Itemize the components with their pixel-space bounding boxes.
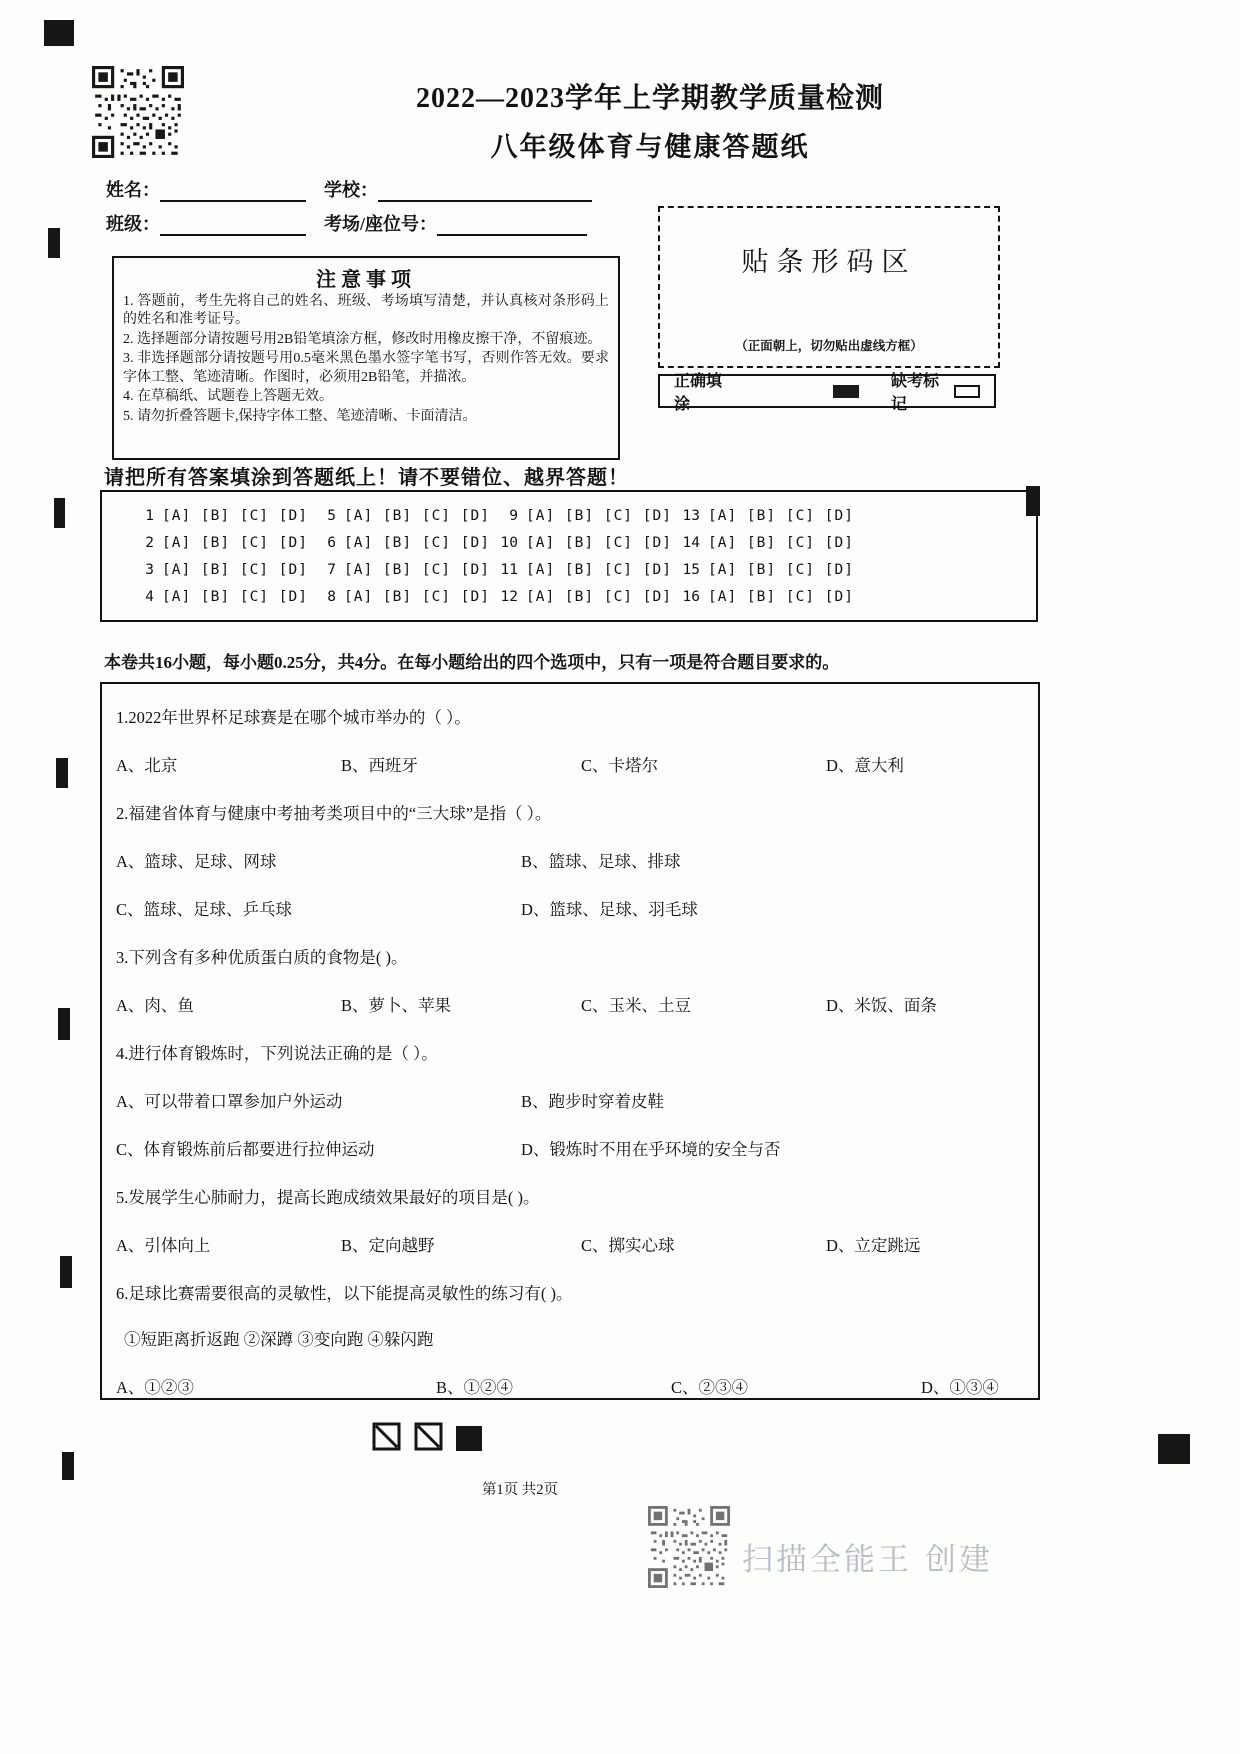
option-bubbles: [A] [B] [C] [D] [526,535,672,551]
question-number: 12 [500,589,518,605]
notice-item-3: 3. 非选择题部分请按题号用0.5毫米黑色墨水签字笔书写，否则作答无效。要求字体工整、笔迹清晰。作图时，必须用2B铅笔，并描浓。 [123,351,609,385]
bubble-cell-q1 [132,503,314,530]
question-1-stem: 1.2022年世界杯足球赛是在哪个城市举办的（ ）。 [116,708,471,727]
option-c: C、掷实心球 [581,1236,675,1255]
option-d: D、米饭、面条 [826,996,937,1015]
question-number: 9 [509,508,518,524]
class-blank-line [160,214,306,236]
question-number: 13 [682,508,700,524]
bubble-row-3 [132,557,1036,584]
question-number: 14 [682,535,700,551]
question-number: 4 [145,589,154,605]
bubble-cell-q10 [496,530,678,557]
bubble-row-4 [132,584,1036,611]
answer-bubble-grid [100,490,1038,622]
filled-square-mark [456,1426,482,1451]
question-4-options [116,1088,1024,1160]
bubble-cell-q7 [314,557,496,584]
scanner-watermark: 扫描全能王 创建 [742,1542,993,1578]
timing-mark-left-4 [58,1008,70,1040]
question-number: 3 [145,562,154,578]
option-d: D、篮球、足球、羽毛球 [521,900,698,919]
option-a: A、肉、鱼 [116,996,194,1015]
barcode-area-title: 贴条形码区 [741,247,917,277]
option-bubbles: [A] [B] [C] [D] [526,589,672,605]
crossed-square-icon [414,1422,443,1451]
corner-mark-bottom-right [1158,1434,1190,1464]
question-3-stem: 3.下列含有多种优质蛋白质的食物是( )。 [116,948,408,967]
section-instructions: 本卷共16小题，每小题0.25分，共4分。在每小题给出的四个选项中，只有一项是符合题目要求的。 [104,653,840,672]
seat-label: 考场/座位号： [324,214,438,234]
notice-box [112,256,620,460]
school-label: 学校： [324,180,378,200]
option-bubbles: [A] [B] [C] [D] [162,535,308,551]
timing-mark-left-5 [60,1256,72,1288]
option-d: D、①③④ [921,1378,999,1397]
notice-item-4: 4. 在草稿纸、试题卷上答题无效。 [123,389,333,405]
notice-item-5: 5. 请勿折叠答题卡,保持字体工整、笔迹清晰、卡面清洁。 [123,408,477,424]
option-b: B、定向越野 [341,1236,435,1255]
option-d: D、立定跳远 [826,1236,921,1255]
barcode-area-box [658,206,1000,368]
question-number: 10 [500,535,518,551]
bubble-cell-q11 [496,557,678,584]
option-c: C、篮球、足球、乒乓球 [116,900,293,919]
bubble-row-2 [132,530,1036,557]
option-b: B、萝卜、苹果 [341,996,452,1015]
option-bubbles: [A] [B] [C] [D] [708,562,854,578]
question-number: 5 [327,508,336,524]
question-number: 1 [145,508,154,524]
questions-box [100,682,1040,1400]
bubble-cell-q13 [678,503,1036,530]
option-bubbles: [A] [B] [C] [D] [344,589,490,605]
filled-square-icon [833,385,859,398]
bubble-cell-q9 [496,503,678,530]
absent-mark-label: 缺考标记 [890,373,939,413]
timing-mark-left-1 [48,228,60,258]
bubble-cell-q3 [132,557,314,584]
option-a: A、①②③ [116,1378,194,1397]
option-b: B、跑步时穿着皮鞋 [521,1092,665,1111]
timing-mark-left-2 [54,498,65,528]
bubble-cell-q15 [678,557,1036,584]
question-3-options [116,992,1024,1016]
fill-legend-box [658,373,996,413]
bubble-cell-q2 [132,530,314,557]
barcode-area-note: （正面朝上，切勿贴出虚线方框） [735,339,923,353]
bubble-cell-q4 [132,584,314,611]
question-number: 2 [145,535,154,551]
option-bubbles: [A] [B] [C] [D] [526,508,672,524]
timing-mark-left-6 [62,1452,74,1480]
question-6-stem: 6.足球比赛需要很高的灵敏性，以下能提高灵敏性的练习有( )。 [116,1284,573,1303]
bubble-cell-q6 [314,530,496,557]
question-number: 7 [327,562,336,578]
question-2-stem: 2.福建省体育与健康中考抽考类项目中的“三大球”是指（ ）。 [116,804,552,823]
option-bubbles: [A] [B] [C] [D] [708,535,854,551]
correct-fill-label: 正确填涂 [674,373,723,413]
bubble-cell-q8 [314,584,496,611]
qr-code-bottom [648,1506,730,1588]
option-a: A、可以带着口罩参加户外运动 [116,1092,343,1111]
option-bubbles: [A] [B] [C] [D] [344,562,490,578]
option-bubbles: [A] [B] [C] [D] [708,589,854,605]
corner-mark-top-left [44,20,74,46]
question-6-sublist: ①短距离折返跑 ②深蹲 ③变向跑 ④躲闪跑 [124,1330,434,1349]
class-label: 班级： [106,214,160,234]
name-label: 姓名： [106,180,160,200]
title-line-2: 八年级体育与健康答题纸 [490,132,810,162]
question-number: 15 [682,562,700,578]
notice-title: 注意事项 [316,269,416,291]
timing-mark-left-3 [56,758,68,788]
option-b: B、篮球、足球、排球 [521,852,681,871]
crossed-square-icon [372,1422,401,1451]
question-number: 11 [500,562,518,578]
option-d: D、意大利 [826,756,904,775]
bubble-row-1 [132,503,1036,530]
name-blank-line [160,180,306,202]
option-d: D、锻炼时不用在乎环境的安全与否 [521,1140,781,1159]
option-bubbles: [A] [B] [C] [D] [162,508,308,524]
option-bubbles: [A] [B] [C] [D] [162,562,308,578]
question-5-options [116,1232,1024,1256]
title-line-1: 2022—2023学年上学期教学质量检测 [415,83,884,114]
option-b: B、西班牙 [341,756,419,775]
question-number: 16 [682,589,700,605]
question-number: 6 [327,535,336,551]
student-info-form [106,168,592,236]
option-a: A、引体向上 [116,1236,211,1255]
school-blank-line [378,180,592,202]
fill-warning-text: 请把所有答案填涂到答题纸上！请不要错位、越界答题！ [104,467,629,489]
question-5-stem: 5.发展学生心肺耐力，提高长跑成绩效果最好的项目是( )。 [116,1188,540,1207]
option-b: B、①②④ [436,1378,514,1397]
option-a: A、篮球、足球、网球 [116,852,277,871]
option-a: A、北京 [116,756,178,775]
option-bubbles: [A] [B] [C] [D] [344,508,490,524]
bubble-cell-q14 [678,530,1036,557]
option-bubbles: [A] [B] [C] [D] [708,508,854,524]
question-6-options [116,1374,1024,1398]
notice-item-2: 2. 选择题部分请按题号用2B铅笔填涂方框，修改时用橡皮擦干净，不留痕迹。 [123,331,602,347]
empty-square-icon [954,385,980,398]
question-number: 8 [327,589,336,605]
option-c: C、体育锻炼前后都要进行拉伸运动 [116,1140,375,1159]
question-4-stem: 4.进行体育锻炼时，下列说法正确的是（ ）。 [116,1044,438,1063]
question-1-options [116,752,1024,776]
option-c: C、②③④ [671,1378,749,1397]
option-c: C、卡塔尔 [581,756,659,775]
page-title [150,76,1150,164]
option-bubbles: [A] [B] [C] [D] [162,589,308,605]
bubble-cell-q12 [496,584,678,611]
bubble-cell-q16 [678,584,1036,611]
option-bubbles: [A] [B] [C] [D] [526,562,672,578]
option-bubbles: [A] [B] [C] [D] [344,535,490,551]
seat-blank-line [437,214,587,236]
page-number: 第1页 共2页 [481,1482,559,1498]
bubble-cell-q5 [314,503,496,530]
notice-item-1: 1. 答题前，考生先将自己的姓名、班级、考场填写清楚，并认真核对条形码上的姓名和准考证号。 [123,294,609,328]
option-c: C、玉米、土豆 [581,996,692,1015]
question-2-options [116,848,1024,920]
